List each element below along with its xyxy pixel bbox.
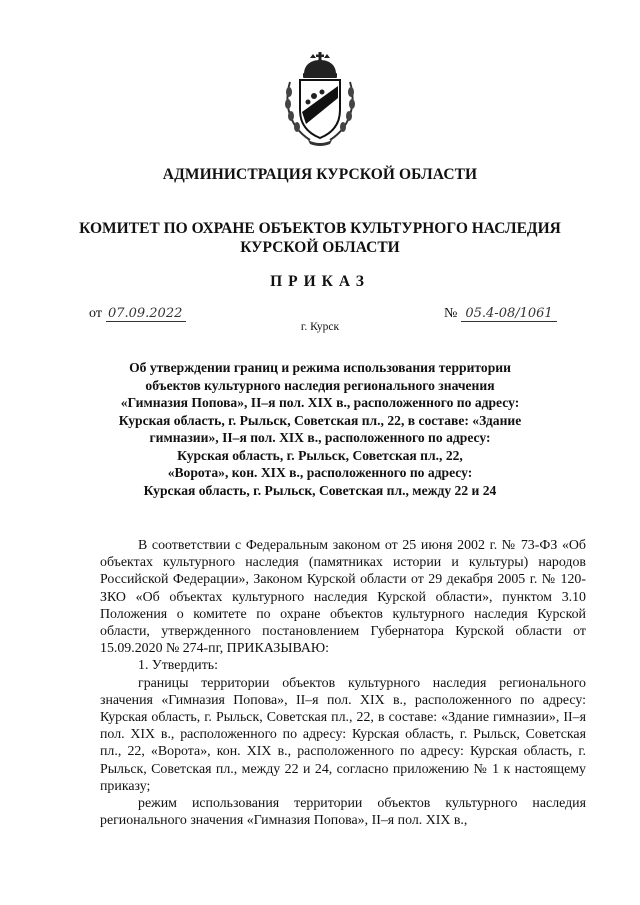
- title-line: Курская область, г. Рыльск, Советская пл., между 22 и 24: [143, 482, 497, 498]
- order-number: [444, 306, 557, 322]
- date-prefix: от: [89, 306, 102, 321]
- kursk-coat-of-arms-emblem: [280, 52, 360, 148]
- title-line: «Гимназия Попова», II–я пол. XIX в., расположенного по адресу:: [120, 395, 520, 410]
- title-line: «Ворота», кон. XIX в., расположенного по адресу:: [167, 465, 473, 480]
- committee-heading-line1: КОМИТЕТ ПО ОХРАНЕ ОБЪЕКТОВ КУЛЬТУРНОГО НАСЛЕДИЯ: [79, 220, 561, 237]
- item-1-heading: 1. Утвердить:: [138, 658, 218, 674]
- city-label: г. Курск: [300, 321, 340, 333]
- title-line: Курская область, г. Рыльск, Советская пл., 22, в составе: «Здание: [118, 412, 522, 428]
- title-line: Курская область, г. Рыльск, Советская пл., 22,: [177, 447, 463, 463]
- boundaries-paragraph: границы территории объектов культурного наследия регионального значения «Гимназия Попова», II–я пол. XIX в., расположенного по адресу: Курская область, г. Рыльск, Советская пл., 22, в составе: «Здание гимназии», II–я пол. XIX в., расположенного по адресу: Курская область, г. Рыльск, Советская пл., 22, «Ворота», кон. XIX в., расположенного по адресу: Курская область, г. Рыльск, Советская пл., между 22 и 24, согласно приложению № 1 к настоящему приказу;: [100, 675, 586, 794]
- handwritten-number: 05.4-08/1061: [461, 306, 556, 322]
- handwritten-date: 07.09.2022: [106, 306, 186, 322]
- order-date: [89, 306, 186, 322]
- committee-heading: [0, 219, 640, 257]
- regime-paragraph: режим использования территории объектов культурного наследия регионального значения «Гимназия Попова», II–я пол. XIX в.,: [100, 796, 586, 829]
- administration-heading: АДМИНИСТРАЦИЯ КУРСКОЙ ОБЛАСТИ: [162, 166, 478, 183]
- order-body: [100, 537, 586, 829]
- title-line: объектов культурного наследия регионального значения: [145, 377, 495, 393]
- committee-heading-line2: КУРСКОЙ ОБЛАСТИ: [240, 239, 400, 256]
- number-prefix: №: [444, 306, 458, 321]
- preamble-paragraph: В соответствии с Федеральным законом от 25 июня 2002 г. № 73-ФЗ «Об объектах культурного наследия (памятниках истории и культуры) народов Российской Федерации», Законом Курской области от 29 декабря 2005 г. № 120-ЗКО «Об объектах культурного наследия Курской области», пунктом 3.10 Положения о комитете по охране объектов культурного наследия Курской области, утвержденного постановлением Губернатора Курской области от 15.09.2020 № 274-пг, ПРИКАЗЫВАЮ:: [100, 538, 586, 657]
- title-line: гимназии», II–я пол. XIX в., расположенного по адресу:: [149, 430, 491, 445]
- document-type-heading: ПРИКАЗ: [270, 273, 370, 290]
- order-title: [100, 359, 540, 499]
- title-line: Об утверждении границ и режима использования территории: [129, 360, 511, 375]
